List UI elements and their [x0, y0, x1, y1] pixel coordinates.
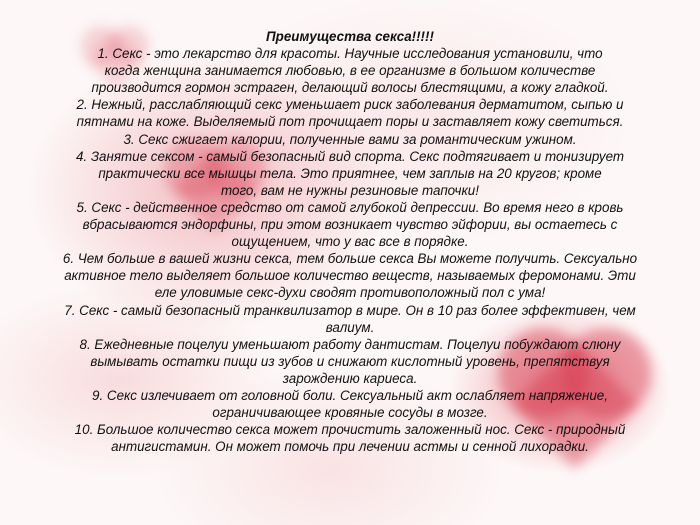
text-line: 10. Большое количество секса может прочистить заложенный нос. Секс - природный	[74, 422, 626, 438]
text-line: производится гормон эстраген, делающий волосы блестящими, а кожу гладкой.	[91, 80, 609, 96]
text-line: 7. Секс - самый безопасный транквилизатор в мире. Он в 10 раз более эффективен, чем	[64, 302, 636, 318]
text-line: 1. Секс - это лекарство для красоты. Научные исследования установили, что	[97, 46, 603, 62]
text-line: 8. Ежедневные поцелуи уменьшают работу дантистам. Поцелуи побуждают слюну	[79, 336, 621, 352]
text-line: пятнами на коже. Выделяемый пот прочищает поры и заставляет кожу светиться.	[76, 114, 624, 130]
text-line: 3. Секс сжигает калории, полученные вами за романтическим ужином.	[123, 131, 577, 147]
text-line: 9. Секс излечивает от головной боли. Сексуальный акт ослабляет напряжение,	[92, 387, 608, 403]
text-line: того, вам не нужны резиновые тапочки!	[221, 182, 479, 198]
text-line: ощущением, что у вас все в порядке.	[231, 234, 469, 250]
text-block	[0, 28, 700, 455]
text-line: вбрасываются эндорфины, при этом возникает чувство эйфории, вы остаетесь с	[82, 217, 618, 233]
text-line: практически все мышцы тела. Это приятнее, чем заплыв на 20 кругов; кроме	[98, 165, 602, 181]
text-line: 5. Секс - действенное средство от самой глубокой депрессии. Во время него в кровь	[76, 199, 624, 215]
text-line: когда женщина занимается любовью, в ее организме в большом количестве	[104, 63, 596, 79]
text-line: антигистамин. Он может помочь при лечении астмы и сенной лихорадки.	[111, 439, 589, 455]
text-line: валиум.	[325, 319, 375, 335]
text-line: зарождению кариеса.	[282, 370, 418, 386]
text-line: вымывать остатки пищи из зубов и снижают кислотный уровень, препятствуя	[90, 353, 610, 369]
text-line: еле уловимые секс-духи сводят противоположный пол с ума!	[154, 285, 546, 301]
text-line: ограничивающее кровяные сосуды в мозге.	[212, 405, 488, 421]
text-line: активное тело выделяет большое количество веществ, называемых феромонами. Эти	[64, 268, 636, 284]
page-title: Преимущества секса!!!!!	[266, 29, 434, 44]
text-line: 2. Нежный, расслабляющий секс уменьшает риск заболевания дерматитом, сыпью и	[76, 97, 624, 113]
text-line: 6. Чем больше в вашей жизни секса, тем больше секса Вы можете получить. Сексуально	[62, 251, 638, 267]
text-line: 4. Занятие сексом - самый безопасный вид спорта. Секс подтягивает и тонизирует	[75, 148, 625, 164]
